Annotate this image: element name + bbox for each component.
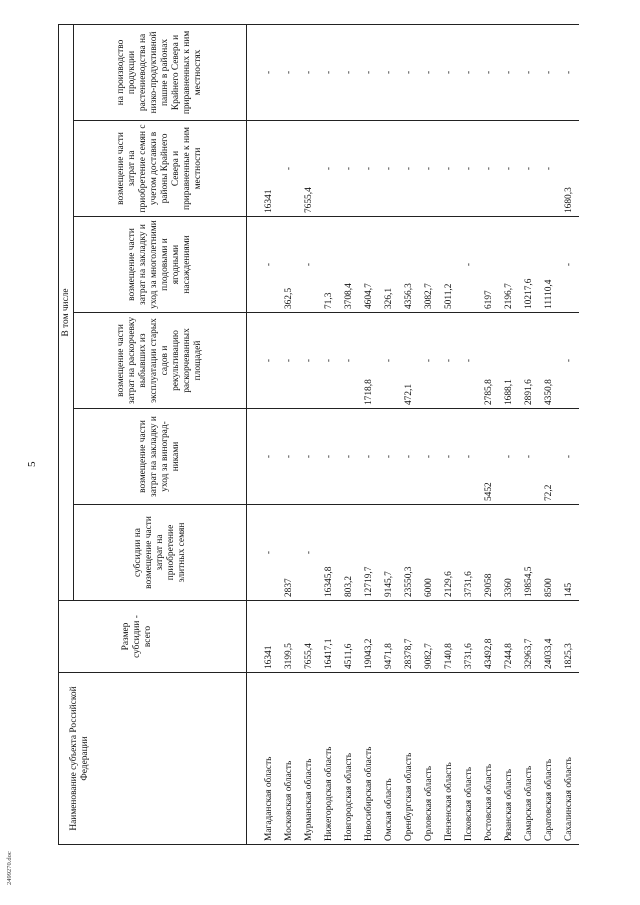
header-group: В том числе xyxy=(59,24,74,600)
cell-region-name: Новосибирская область xyxy=(359,673,379,845)
subsidy-table xyxy=(58,24,579,845)
header-total: Размер субсидии - всего xyxy=(59,601,247,673)
cell-region-name: Нижегородская область xyxy=(319,673,339,845)
cell-elite-seeds: - xyxy=(299,505,319,601)
cell-region-name: Пензенская область xyxy=(439,673,459,845)
header-perennial-plantings: возмещение части затрат на закладку и уход за многолетними плодовыми и ягодными насаждениями xyxy=(74,217,247,313)
cell-total: 4511,6 xyxy=(339,601,359,673)
cell-vineyards: - xyxy=(379,409,399,505)
cell-uprooting-orchards: 1688,1 xyxy=(499,313,519,409)
cell-uprooting-orchards: - xyxy=(439,313,459,409)
cell-region-name: Псковская область xyxy=(459,673,479,845)
cell-perennial-plantings: 2196,7 xyxy=(499,217,519,313)
cell-vineyards: - xyxy=(519,409,539,505)
cell-total: 9082,7 xyxy=(419,601,439,673)
table-row xyxy=(339,24,359,844)
cell-total: 32963,7 xyxy=(519,601,539,673)
cell-vineyards: - xyxy=(339,409,359,505)
cell-vineyards: - xyxy=(559,409,579,505)
cell-low-productive-arable-north: - xyxy=(559,24,579,120)
table-row xyxy=(247,24,280,844)
cell-region-name: Сахалинская область xyxy=(559,673,579,845)
cell-seed-delivery-north: - xyxy=(339,121,359,217)
cell-uprooting-orchards: 4350,8 xyxy=(539,313,559,409)
cell-vineyards: - xyxy=(419,409,439,505)
cell-elite-seeds: 145 xyxy=(559,505,579,601)
header-seed-delivery-north: возмещение части затрат на приобретение семян с учетом доставки в районы Крайнего Севера и приравненные к ним местности xyxy=(74,121,247,217)
cell-total: 28378,7 xyxy=(399,601,419,673)
table-row xyxy=(379,24,399,844)
cell-low-productive-arable-north: - xyxy=(539,24,559,120)
page-number: 5 xyxy=(26,461,38,467)
cell-perennial-plantings: - xyxy=(459,217,479,313)
cell-elite-seeds: 3360 xyxy=(499,505,519,601)
header-elite-seeds: субсидии на возмещение части затрат на приобретение элитных семян xyxy=(74,505,247,601)
cell-region-name: Рязанская область xyxy=(499,673,519,845)
cell-seed-delivery-north: - xyxy=(519,121,539,217)
cell-vineyards: - xyxy=(299,409,319,505)
cell-elite-seeds: 9145,7 xyxy=(379,505,399,601)
cell-uprooting-orchards: - xyxy=(379,313,399,409)
cell-uprooting-orchards: - xyxy=(339,313,359,409)
cell-total: 3199,5 xyxy=(279,601,299,673)
cell-low-productive-arable-north: - xyxy=(519,24,539,120)
cell-low-productive-arable-north: - xyxy=(439,24,459,120)
cell-total: 16341 xyxy=(247,601,280,673)
cell-perennial-plantings: 71,3 xyxy=(319,217,339,313)
cell-vineyards: - xyxy=(247,409,280,505)
table-row xyxy=(499,24,519,844)
cell-elite-seeds: 23550,3 xyxy=(399,505,419,601)
cell-vineyards: - xyxy=(459,409,479,505)
table-row xyxy=(319,24,339,844)
cell-total: 1825,3 xyxy=(559,601,579,673)
cell-total: 19043,2 xyxy=(359,601,379,673)
cell-elite-seeds: 2837 xyxy=(279,505,299,601)
table-row xyxy=(399,24,419,844)
cell-elite-seeds: 19854,5 xyxy=(519,505,539,601)
cell-uprooting-orchards: - xyxy=(247,313,280,409)
cell-seed-delivery-north: - xyxy=(479,121,499,217)
cell-low-productive-arable-north: - xyxy=(299,24,319,120)
cell-vineyards: - xyxy=(399,409,419,505)
cell-seed-delivery-north: 1680,3 xyxy=(559,121,579,217)
cell-seed-delivery-north: - xyxy=(539,121,559,217)
cell-uprooting-orchards: - xyxy=(279,313,299,409)
cell-uprooting-orchards: 472,1 xyxy=(399,313,419,409)
cell-low-productive-arable-north: - xyxy=(359,24,379,120)
cell-vineyards: 5452 xyxy=(479,409,499,505)
cell-seed-delivery-north: - xyxy=(459,121,479,217)
header-low-productive-arable-north: на производство продукции растениеводства на низко-продуктивной пашне в районах Крайнего Севера и приравненных к ним местностях xyxy=(74,24,247,120)
cell-elite-seeds: 16345,8 xyxy=(319,505,339,601)
cell-region-name: Саратовская область xyxy=(539,673,559,845)
cell-perennial-plantings: 10217,6 xyxy=(519,217,539,313)
cell-vineyards: - xyxy=(499,409,519,505)
cell-uprooting-orchards: - xyxy=(459,313,479,409)
cell-region-name: Новгородская область xyxy=(339,673,359,845)
cell-total: 3731,6 xyxy=(459,601,479,673)
cell-elite-seeds: 12719,7 xyxy=(359,505,379,601)
cell-low-productive-arable-north: - xyxy=(279,24,299,120)
cell-perennial-plantings: 3082,7 xyxy=(419,217,439,313)
cell-region-name: Омская область xyxy=(379,673,399,845)
cell-elite-seeds: 2129,6 xyxy=(439,505,459,601)
cell-seed-delivery-north: - xyxy=(439,121,459,217)
cell-vineyards: - xyxy=(319,409,339,505)
cell-total: 9471,8 xyxy=(379,601,399,673)
cell-region-name: Самарская область xyxy=(519,673,539,845)
cell-vineyards: - xyxy=(439,409,459,505)
table-row xyxy=(519,24,539,844)
cell-low-productive-arable-north: - xyxy=(419,24,439,120)
cell-vineyards: - xyxy=(279,409,299,505)
table-row xyxy=(559,24,579,844)
cell-seed-delivery-north: 7655,4 xyxy=(299,121,319,217)
header-uprooting-orchards: возмещение части затрат на раскорчевку выбывших из эксплуатации старых садов и рекультивацию раскорчеванных площадей xyxy=(74,313,247,409)
cell-elite-seeds: 6000 xyxy=(419,505,439,601)
cell-region-name: Орловская область xyxy=(419,673,439,845)
cell-perennial-plantings: - xyxy=(299,217,319,313)
cell-low-productive-arable-north: - xyxy=(399,24,419,120)
cell-seed-delivery-north: 16341 xyxy=(247,121,280,217)
document-code: 2499270.doc xyxy=(6,851,13,885)
cell-total: 24033,4 xyxy=(539,601,559,673)
cell-low-productive-arable-north: - xyxy=(459,24,479,120)
table-row xyxy=(359,24,379,844)
table-row xyxy=(419,24,439,844)
cell-uprooting-orchards: 1718,8 xyxy=(359,313,379,409)
cell-low-productive-arable-north: - xyxy=(319,24,339,120)
table-row xyxy=(439,24,459,844)
table-row xyxy=(279,24,299,844)
cell-perennial-plantings: 11110,4 xyxy=(539,217,559,313)
cell-uprooting-orchards: 2785,8 xyxy=(479,313,499,409)
cell-uprooting-orchards: - xyxy=(419,313,439,409)
table-row xyxy=(479,24,499,844)
cell-region-name: Мурманская область xyxy=(299,673,319,845)
cell-low-productive-arable-north: - xyxy=(339,24,359,120)
cell-perennial-plantings: 326,1 xyxy=(379,217,399,313)
cell-seed-delivery-north: - xyxy=(419,121,439,217)
cell-perennial-plantings: - xyxy=(559,217,579,313)
cell-low-productive-arable-north: - xyxy=(379,24,399,120)
cell-elite-seeds: 8500 xyxy=(539,505,559,601)
cell-low-productive-arable-north: - xyxy=(479,24,499,120)
cell-total: 7244,8 xyxy=(499,601,519,673)
cell-uprooting-orchards: 2891,6 xyxy=(519,313,539,409)
cell-uprooting-orchards: - xyxy=(299,313,319,409)
cell-uprooting-orchards: - xyxy=(559,313,579,409)
table-row xyxy=(459,24,479,844)
cell-perennial-plantings: 4356,3 xyxy=(399,217,419,313)
cell-perennial-plantings: 5011,2 xyxy=(439,217,459,313)
header-vineyards: возмещение части затрат на закладку и уход за виноград-никами xyxy=(74,409,247,505)
cell-seed-delivery-north: - xyxy=(359,121,379,217)
table-row xyxy=(539,24,559,844)
cell-low-productive-arable-north: - xyxy=(247,24,280,120)
cell-low-productive-arable-north: - xyxy=(499,24,519,120)
cell-total: 43492,8 xyxy=(479,601,499,673)
cell-region-name: Магаданская область xyxy=(247,673,280,845)
cell-perennial-plantings: 3708,4 xyxy=(339,217,359,313)
cell-elite-seeds: - xyxy=(247,505,280,601)
cell-seed-delivery-north: - xyxy=(499,121,519,217)
cell-region-name: Московская область xyxy=(279,673,299,845)
cell-vineyards: 72,2 xyxy=(539,409,559,505)
cell-seed-delivery-north: - xyxy=(399,121,419,217)
table-row xyxy=(299,24,319,844)
cell-total: 16417,1 xyxy=(319,601,339,673)
cell-uprooting-orchards: - xyxy=(319,313,339,409)
cell-elite-seeds: 803,2 xyxy=(339,505,359,601)
cell-seed-delivery-north: - xyxy=(319,121,339,217)
cell-seed-delivery-north: - xyxy=(379,121,399,217)
header-region-name: Наименование субъекта Российской Федерации xyxy=(59,673,247,845)
cell-perennial-plantings: 6197 xyxy=(479,217,499,313)
cell-elite-seeds: 3731,6 xyxy=(459,505,479,601)
cell-elite-seeds: 29058 xyxy=(479,505,499,601)
cell-perennial-plantings: 362,5 xyxy=(279,217,299,313)
cell-perennial-plantings: - xyxy=(247,217,280,313)
cell-total: 7140,8 xyxy=(439,601,459,673)
cell-total: 7655,4 xyxy=(299,601,319,673)
cell-perennial-plantings: 4604,7 xyxy=(359,217,379,313)
cell-region-name: Оренбургская область xyxy=(399,673,419,845)
cell-vineyards: - xyxy=(359,409,379,505)
cell-seed-delivery-north: - xyxy=(279,121,299,217)
table-body xyxy=(247,24,580,844)
cell-region-name: Ростовская область xyxy=(479,673,499,845)
